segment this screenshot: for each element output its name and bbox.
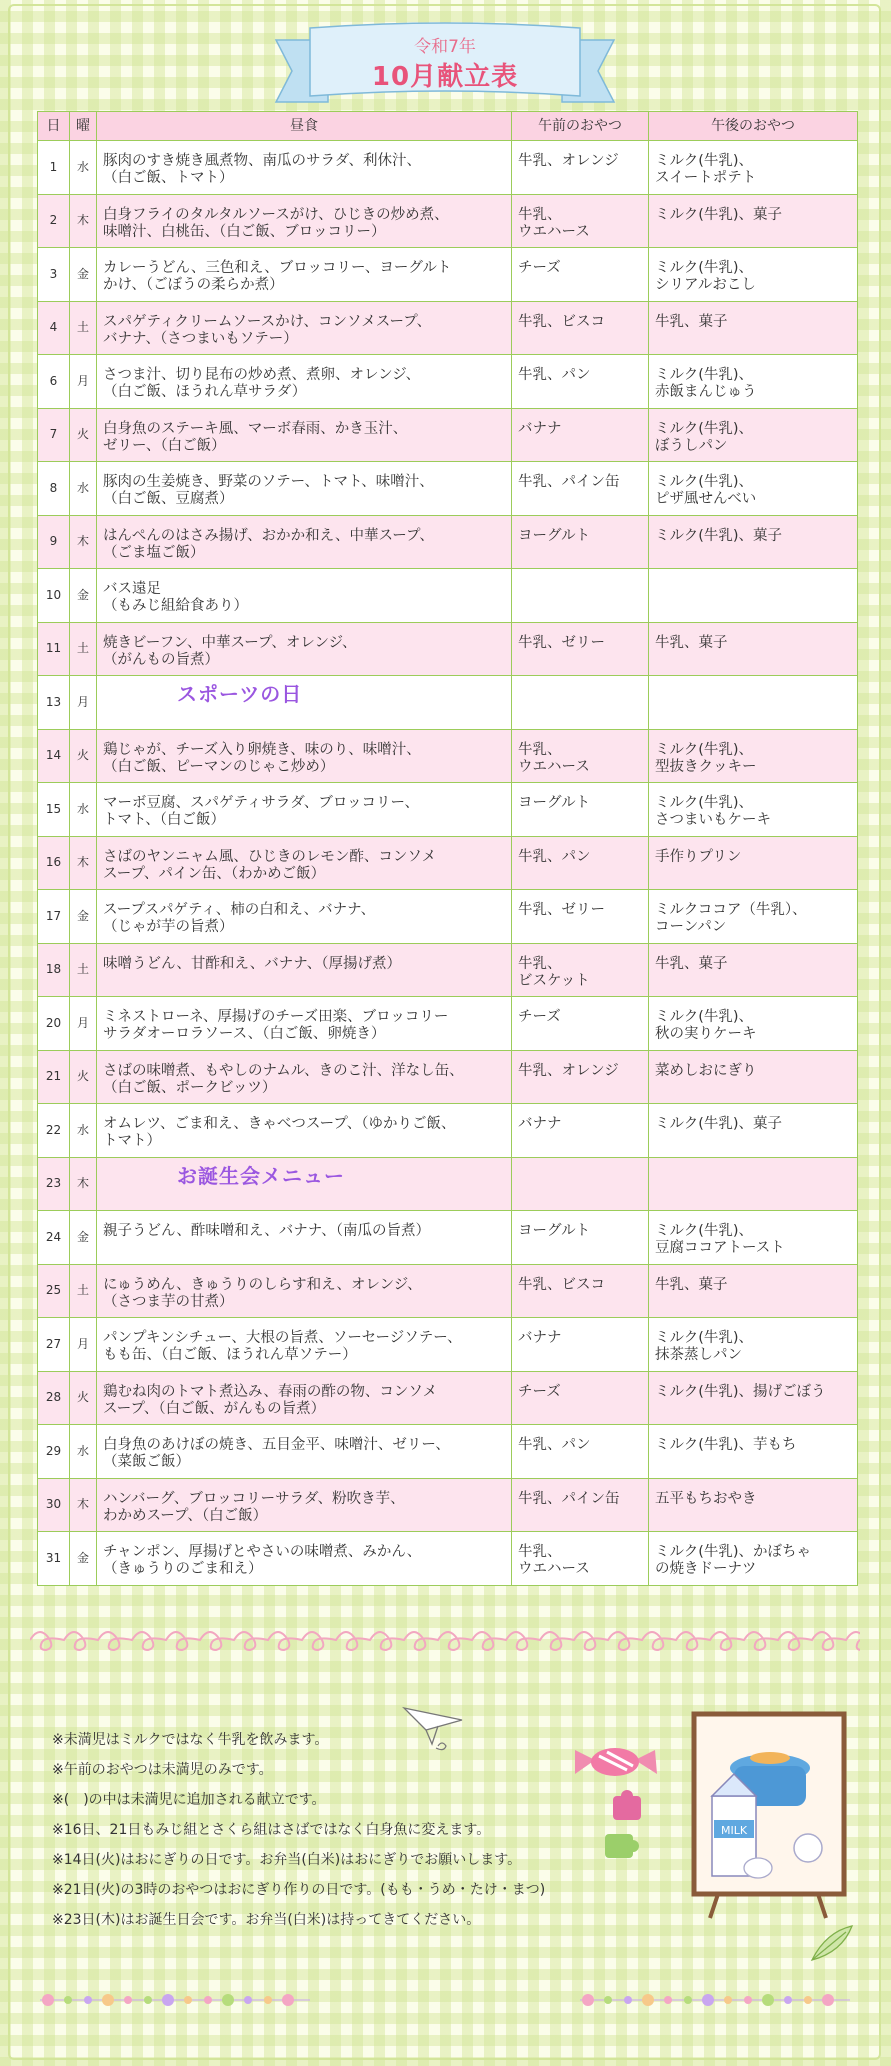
- table-row: [38, 1264, 858, 1318]
- ribbon-loop-decoration: [30, 1615, 860, 1665]
- cell-day: 23: [38, 1157, 70, 1211]
- cell-am-snack: ヨーグルト: [512, 783, 649, 837]
- bead-dot: [282, 1994, 294, 2006]
- col-day: 日: [38, 112, 70, 141]
- cell-day: 17: [38, 890, 70, 944]
- cell-lunch: さつま汁、切り昆布の炒め煮、煮卵、オレンジ、 （白ご飯、ほうれん草サラダ）: [97, 355, 512, 409]
- note-line: ※21日(火)の3時のおやつはおにぎり作りの日です。(もも・うめ・たけ・まつ): [52, 1882, 546, 1898]
- table-row: [38, 355, 858, 409]
- cell-lunch: スープスパゲティ、柿の白和え、バナナ、 （じゃが芋の旨煮）: [97, 890, 512, 944]
- table-row: [38, 248, 858, 302]
- cell-pm-snack: ミルク(牛乳)、 豆腐ココアトースト: [649, 1211, 858, 1265]
- cell-am-snack: 牛乳、ビスコ: [512, 301, 649, 355]
- milk-label: MILK: [720, 1824, 748, 1837]
- table-row: [38, 676, 858, 730]
- cell-day: 3: [38, 248, 70, 302]
- cell-pm-snack: 牛乳、菓子: [649, 301, 858, 355]
- bead-dot: [244, 1996, 252, 2004]
- cell-day: 22: [38, 1104, 70, 1158]
- bead-dot: [42, 1994, 54, 2006]
- note-line: ※未満児はミルクではなく牛乳を飲みます。: [52, 1732, 329, 1748]
- cell-pm-snack: ミルク(牛乳)、 スイートポテト: [649, 141, 858, 195]
- cell-pm-snack: ミルク(牛乳)、 秋の実りケーキ: [649, 997, 858, 1051]
- table-row: [38, 515, 858, 569]
- cell-pm-snack: ミルク(牛乳)、菓子: [649, 515, 858, 569]
- cell-am-snack: バナナ: [512, 408, 649, 462]
- cell-day: 13: [38, 676, 70, 730]
- candy-puzzle-icon: [565, 1730, 685, 1870]
- cell-pm-snack: 牛乳、菓子: [649, 622, 858, 676]
- note-line: ※14日(火)はおにぎりの日です。お弁当(白米)はおにぎりでお願いします。: [52, 1852, 522, 1868]
- bead-decoration-right: [580, 1990, 850, 2010]
- cell-lunch: 白身魚のステーキ風、マーボ春雨、かき玉汁、 ゼリー、（白ご飯）: [97, 408, 512, 462]
- cell-am-snack: ヨーグルト: [512, 1211, 649, 1265]
- cell-pm-snack: ミルク(牛乳)、 ピザ風せんべい: [649, 462, 858, 516]
- cell-am-snack: ヨーグルト: [512, 515, 649, 569]
- cell-lunch: 豚肉のすき焼き風煮物、南瓜のサラダ、利休汁、 （白ご飯、トマト）: [97, 141, 512, 195]
- cell-weekday: 金: [70, 569, 97, 623]
- cell-weekday: 木: [70, 1157, 97, 1211]
- cell-weekday: 火: [70, 408, 97, 462]
- cell-pm-snack: ミルク(牛乳)、 赤飯まんじゅう: [649, 355, 858, 409]
- cell-am-snack: 牛乳、 ウエハース: [512, 729, 649, 783]
- milk-pot-illustration: [688, 1708, 858, 1923]
- cell-day: 25: [38, 1264, 70, 1318]
- cell-pm-snack: ミルクココア（牛乳）、 コーンパン: [649, 890, 858, 944]
- cell-lunch: ハンバーグ、ブロッコリーサラダ、粉吹き芋、 わかめスープ、（白ご飯）: [97, 1478, 512, 1532]
- cell-weekday: 金: [70, 1532, 97, 1586]
- cell-day: 11: [38, 622, 70, 676]
- bead-dot: [604, 1996, 612, 2004]
- cell-day: 20: [38, 997, 70, 1051]
- cell-am-snack: [512, 1157, 649, 1211]
- cell-weekday: 水: [70, 462, 97, 516]
- cell-day: 6: [38, 355, 70, 409]
- table-row: [38, 1318, 858, 1372]
- col-lunch: 昼食: [97, 112, 512, 141]
- bead-dot: [144, 1996, 152, 2004]
- special-event-label: お誕生会メニュー: [177, 1163, 345, 1188]
- table-row: [38, 836, 858, 890]
- cell-am-snack: 牛乳、 ウエハース: [512, 1532, 649, 1586]
- table-row: [38, 1532, 858, 1586]
- bead-dot: [744, 1996, 752, 2004]
- table-row: [38, 1371, 858, 1425]
- cell-day: 16: [38, 836, 70, 890]
- table-body: [38, 141, 858, 1586]
- note-line: ※16日、21日もみじ組とさくら組はさばではなく白身魚に変えます。: [52, 1822, 491, 1838]
- cell-weekday: 金: [70, 1211, 97, 1265]
- bead-dot: [624, 1996, 632, 2004]
- bead-dot: [822, 1994, 834, 2006]
- cell-am-snack: 牛乳、オレンジ: [512, 141, 649, 195]
- bead-dot: [204, 1996, 212, 2004]
- cell-lunch: はんぺんのはさみ揚げ、おかか和え、中華スープ、 （ごま塩ご飯）: [97, 515, 512, 569]
- bead-dot: [642, 1994, 654, 2006]
- cell-day: 18: [38, 943, 70, 997]
- table-row: [38, 462, 858, 516]
- cell-weekday: 水: [70, 1104, 97, 1158]
- bead-dot: [702, 1994, 714, 2006]
- cell-pm-snack: ミルク(牛乳)、 型抜きクッキー: [649, 729, 858, 783]
- bead-dot: [64, 1996, 72, 2004]
- cell-weekday: 火: [70, 1371, 97, 1425]
- note-line: ※( )の中は未満児に追加される献立です。: [52, 1792, 326, 1808]
- cell-weekday: 金: [70, 890, 97, 944]
- cell-day: 30: [38, 1478, 70, 1532]
- table-row: [38, 1478, 858, 1532]
- cell-pm-snack: [649, 569, 858, 623]
- note-line: ※午前のおやつは未満児のみです。: [52, 1762, 273, 1778]
- cell-pm-snack: ミルク(牛乳)、 シリアルおこし: [649, 248, 858, 302]
- cell-weekday: 水: [70, 141, 97, 195]
- table-row: [38, 1104, 858, 1158]
- table-header: [38, 112, 858, 141]
- cell-lunch: 鶏じゃが、チーズ入り卵焼き、味のり、味噌汁、 （白ご飯、ピーマンのじゃこ炒め）: [97, 729, 512, 783]
- cell-am-snack: [512, 569, 649, 623]
- cell-lunch: バス遠足 （もみじ組給食あり）: [97, 569, 512, 623]
- bead-dot: [582, 1994, 594, 2006]
- menu-table: [37, 111, 858, 1586]
- cell-day: 21: [38, 1050, 70, 1104]
- cell-lunch: 白身魚のあけぼの焼き、五目金平、味噌汁、ゼリー、 （菜飯ご飯）: [97, 1425, 512, 1479]
- cell-weekday: 木: [70, 836, 97, 890]
- cell-day: 27: [38, 1318, 70, 1372]
- cell-day: 7: [38, 408, 70, 462]
- cell-weekday: 月: [70, 1318, 97, 1372]
- table-row: [38, 194, 858, 248]
- cell-lunch: 白身フライのタルタルソースがけ、ひじきの炒め煮、 味噌汁、白桃缶、（白ご飯、ブロッコリー）: [97, 194, 512, 248]
- col-weekday: 曜: [70, 112, 97, 141]
- cell-pm-snack: [649, 676, 858, 730]
- cell-lunch: ミネストローネ、厚揚げのチーズ田楽、ブロッコリー サラダオーロラソース、（白ご飯、卵焼き）: [97, 997, 512, 1051]
- cell-day: 9: [38, 515, 70, 569]
- table-row: [38, 408, 858, 462]
- cell-lunch: パンプキンシチュー、大根の旨煮、ソーセージソテー、 もも缶、（白ご飯、ほうれん草ソテー）: [97, 1318, 512, 1372]
- cell-am-snack: 牛乳、ゼリー: [512, 890, 649, 944]
- cell-lunch: さばのヤンニャム風、ひじきのレモン酢、コンソメ スープ、パイン缶、（わかめご飯）: [97, 836, 512, 890]
- table-row: [38, 729, 858, 783]
- table-row: [38, 1050, 858, 1104]
- cell-day: 15: [38, 783, 70, 837]
- cell-am-snack: 牛乳、パイン缶: [512, 462, 649, 516]
- table-row: [38, 1157, 858, 1211]
- era-label: 令和7年: [414, 37, 476, 57]
- cell-weekday: 土: [70, 622, 97, 676]
- cell-am-snack: 牛乳、ビスコ: [512, 1264, 649, 1318]
- cell-day: 1: [38, 141, 70, 195]
- table-row: [38, 622, 858, 676]
- cell-am-snack: 牛乳、パン: [512, 1425, 649, 1479]
- cell-lunch: カレーうどん、三色和え、ブロッコリー、ヨーグルト かけ、（ごぼうの柔らか煮）: [97, 248, 512, 302]
- cell-weekday: 月: [70, 676, 97, 730]
- cell-am-snack: 牛乳、パン: [512, 355, 649, 409]
- cell-am-snack: チーズ: [512, 248, 649, 302]
- cell-pm-snack: ミルク(牛乳)、 抹茶蒸しパン: [649, 1318, 858, 1372]
- cell-weekday: 土: [70, 1264, 97, 1318]
- cell-am-snack: 牛乳、パイン缶: [512, 1478, 649, 1532]
- cell-weekday: 火: [70, 1050, 97, 1104]
- cell-am-snack: 牛乳、 ビスケット: [512, 943, 649, 997]
- cell-day: 14: [38, 729, 70, 783]
- cell-weekday: 土: [70, 943, 97, 997]
- bead-dot: [804, 1996, 812, 2004]
- page-title: 10月献立表: [371, 62, 519, 92]
- cell-pm-snack: ミルク(牛乳)、菓子: [649, 194, 858, 248]
- cell-weekday: 火: [70, 729, 97, 783]
- cell-day: 10: [38, 569, 70, 623]
- table-row: [38, 1425, 858, 1479]
- cell-weekday: 土: [70, 301, 97, 355]
- notes-section: [52, 1725, 545, 1935]
- cell-pm-snack: 手作りプリン: [649, 836, 858, 890]
- leaf-icon: [806, 1922, 856, 1966]
- cell-am-snack: 牛乳、オレンジ: [512, 1050, 649, 1104]
- special-event-label: スポーツの日: [177, 682, 303, 706]
- bead-dot: [264, 1996, 272, 2004]
- table-row: [38, 890, 858, 944]
- bead-dot: [724, 1996, 732, 2004]
- cell-weekday: 木: [70, 194, 97, 248]
- cell-day: 31: [38, 1532, 70, 1586]
- cell-weekday: 金: [70, 248, 97, 302]
- cell-day: 4: [38, 301, 70, 355]
- cell-pm-snack: 菜めしおにぎり: [649, 1050, 858, 1104]
- cell-day: 8: [38, 462, 70, 516]
- cell-lunch: 鶏むね肉のトマト煮込み、春雨の酢の物、コンソメ スープ、（白ご飯、がんもの旨煮）: [97, 1371, 512, 1425]
- cell-weekday: 水: [70, 783, 97, 837]
- cell-weekday: 月: [70, 997, 97, 1051]
- cell-lunch: さばの味噌煮、もやしのナムル、きのこ汁、洋なし缶、 （白ご飯、ポークビッツ）: [97, 1050, 512, 1104]
- cell-lunch: スパゲティクリームソースかけ、コンソメスープ、 バナナ、（さつまいもソテー）: [97, 301, 512, 355]
- bead-dot: [162, 1994, 174, 2006]
- note-line: ※23日(木)はお誕生日会です。お弁当(白米)は持ってきてください。: [52, 1912, 481, 1928]
- cell-lunch: 豚肉の生姜焼き、野菜のソテー、トマト、味噌汁、 （白ご飯、豆腐煮）: [97, 462, 512, 516]
- cell-pm-snack: ミルク(牛乳)、芋もち: [649, 1425, 858, 1479]
- cell-weekday: 木: [70, 1478, 97, 1532]
- cell-pm-snack: ミルク(牛乳)、揚げごぼう: [649, 1371, 858, 1425]
- bead-dot: [664, 1996, 672, 2004]
- cell-day: 29: [38, 1425, 70, 1479]
- cell-pm-snack: [649, 1157, 858, 1211]
- bead-dot: [222, 1994, 234, 2006]
- col-am-snack: 午前のおやつ: [512, 112, 649, 141]
- cell-lunch: チャンポン、厚揚げとやさいの味噌煮、みかん、 （きゅうりのごま和え）: [97, 1532, 512, 1586]
- cell-pm-snack: ミルク(牛乳)、菓子: [649, 1104, 858, 1158]
- cell-am-snack: 牛乳、 ウエハース: [512, 194, 649, 248]
- bead-dot: [124, 1996, 132, 2004]
- table-row: [38, 997, 858, 1051]
- cell-pm-snack: 五平もちおやき: [649, 1478, 858, 1532]
- bead-dot: [784, 1996, 792, 2004]
- cell-lunch-special: [97, 1157, 512, 1211]
- cell-am-snack: チーズ: [512, 997, 649, 1051]
- bead-dot: [84, 1996, 92, 2004]
- table-row: [38, 1211, 858, 1265]
- cell-am-snack: 牛乳、ゼリー: [512, 622, 649, 676]
- cell-am-snack: チーズ: [512, 1371, 649, 1425]
- bead-dot: [102, 1994, 114, 2006]
- cell-day: 24: [38, 1211, 70, 1265]
- bead-decoration-left: [40, 1990, 310, 2010]
- cell-pm-snack: 牛乳、菓子: [649, 943, 858, 997]
- bead-dot: [762, 1994, 774, 2006]
- table-row: [38, 783, 858, 837]
- cell-weekday: 月: [70, 355, 97, 409]
- cell-pm-snack: ミルク(牛乳)、かぼちゃ の焼きドーナツ: [649, 1532, 858, 1586]
- cell-day: 28: [38, 1371, 70, 1425]
- cell-pm-snack: 牛乳、菓子: [649, 1264, 858, 1318]
- bead-dot: [684, 1996, 692, 2004]
- cell-am-snack: 牛乳、パン: [512, 836, 649, 890]
- cell-lunch: 親子うどん、酢味噌和え、バナナ、（南瓜の旨煮）: [97, 1211, 512, 1265]
- cell-weekday: 水: [70, 1425, 97, 1479]
- cell-weekday: 木: [70, 515, 97, 569]
- table-row: [38, 943, 858, 997]
- cell-lunch: にゅうめん、きゅうりのしらす和え、オレンジ、 （さつま芋の甘煮）: [97, 1264, 512, 1318]
- cell-day: 2: [38, 194, 70, 248]
- cell-lunch: マーボ豆腐、スパゲティサラダ、ブロッコリー、 トマト、（白ご飯）: [97, 783, 512, 837]
- table-row: [38, 301, 858, 355]
- col-pm-snack: 午後のおやつ: [649, 112, 858, 141]
- title-banner: [270, 10, 620, 120]
- cell-lunch: オムレツ、ごま和え、きゃべつスープ、（ゆかりご飯、 トマト）: [97, 1104, 512, 1158]
- table-row: [38, 141, 858, 195]
- cell-lunch-special: [97, 676, 512, 730]
- cell-lunch: 焼きビーフン、中華スープ、オレンジ、 （がんもの旨煮）: [97, 622, 512, 676]
- cell-am-snack: バナナ: [512, 1318, 649, 1372]
- cell-pm-snack: ミルク(牛乳)、 ぼうしパン: [649, 408, 858, 462]
- table-row: [38, 569, 858, 623]
- bead-dot: [184, 1996, 192, 2004]
- cell-pm-snack: ミルク(牛乳)、 さつまいもケーキ: [649, 783, 858, 837]
- cell-am-snack: [512, 676, 649, 730]
- cell-am-snack: バナナ: [512, 1104, 649, 1158]
- cell-lunch: 味噌うどん、甘酢和え、バナナ、（厚揚げ煮）: [97, 943, 512, 997]
